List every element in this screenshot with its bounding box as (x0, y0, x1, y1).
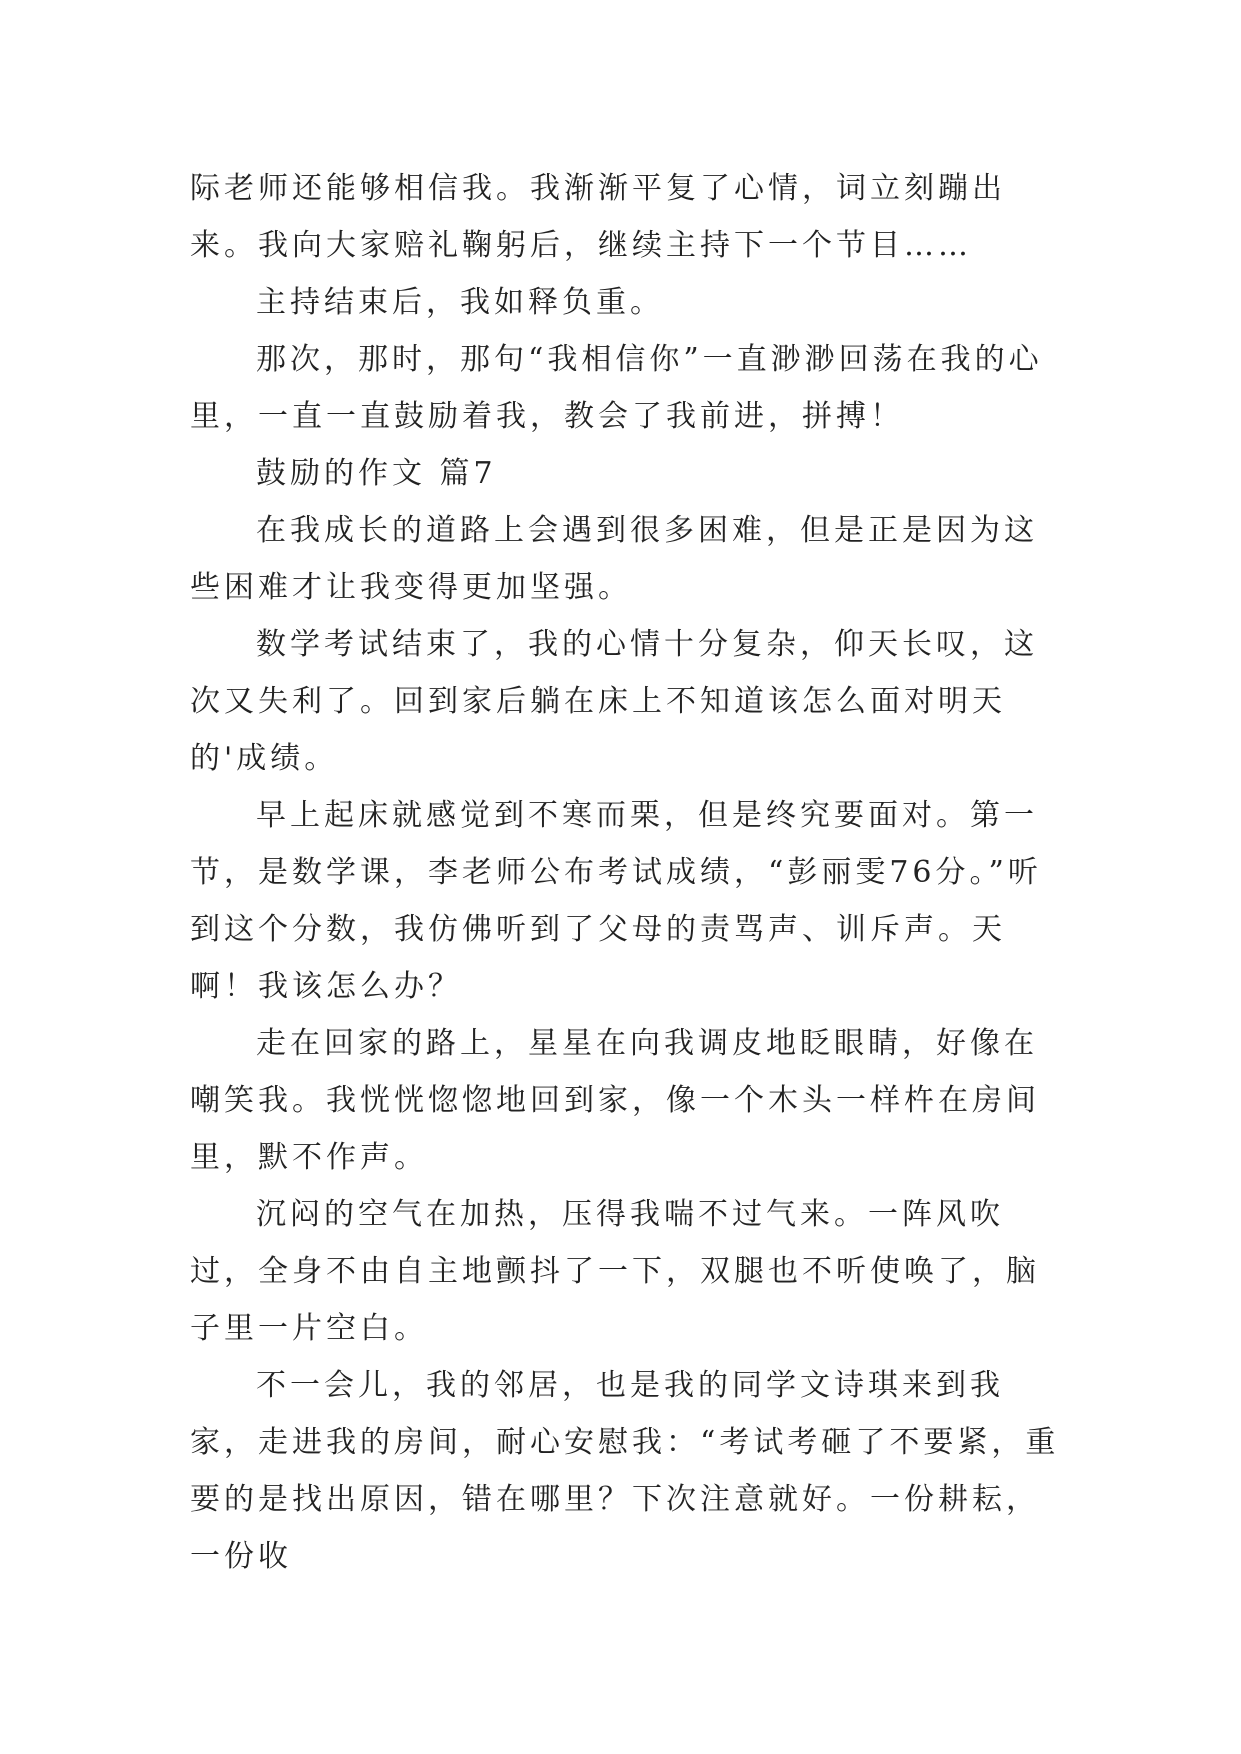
paragraph-stuffy-air: 沉闷的空气在加热，压得我喘不过气来。一阵风吹过，全身不由自主地颤抖了一下，双腿也不听使唤了，脑子里一片空白。 (190, 1197, 1040, 1346)
paragraph-i-believe-you: 那次，那时，那句“我相信你”一直渺渺回荡在我的心里，一直一直鼓励着我，教会了我前进，拼搏！ (190, 342, 1043, 434)
document-body (190, 160, 1060, 1585)
paragraph-continuation: 际老师还能够相信我。我渐渐平复了心情，词立刻蹦出来。我向大家赔礼鞠躬后，继续主持下一个节目…… (190, 171, 1006, 263)
section-heading: 鼓励的作文 篇7 (256, 456, 497, 491)
paragraph-math-exam: 数学考试结束了，我的心情十分复杂，仰天长叹，这次又失利了。回到家后躺在床上不知道该怎么面对明天的'成绩。 (190, 627, 1038, 776)
paragraph-neighbor-comfort: 不一会儿，我的邻居，也是我的同学文诗琪来到我家，走进我的房间，耐心安慰我：“考试考砸了不要紧，重要的是找出原因，错在哪里？下次注意就好。一份耕耘，一份收 (190, 1368, 1060, 1574)
paragraph-growth-difficulties: 在我成长的道路上会遇到很多困难，但是正是因为这些困难才让我变得更加坚强。 (190, 513, 1038, 605)
paragraph-walk-home: 走在回家的路上，星星在向我调皮地眨眼睛，好像在嘲笑我。我恍恍惚惚地回到家，像一个木头一样杵在房间里，默不作声。 (190, 1026, 1040, 1175)
paragraph-morning-class: 早上起床就感觉到不寒而栗，但是终究要面对。第一节，是数学课，李老师公布考试成绩，“彭丽雯76分。”听到这个分数，我仿佛听到了父母的责骂声、训斥声。天啊！我该怎么办？ (190, 798, 1042, 1004)
paragraph-hosting-end: 主持结束后，我如释负重。 (256, 285, 664, 320)
